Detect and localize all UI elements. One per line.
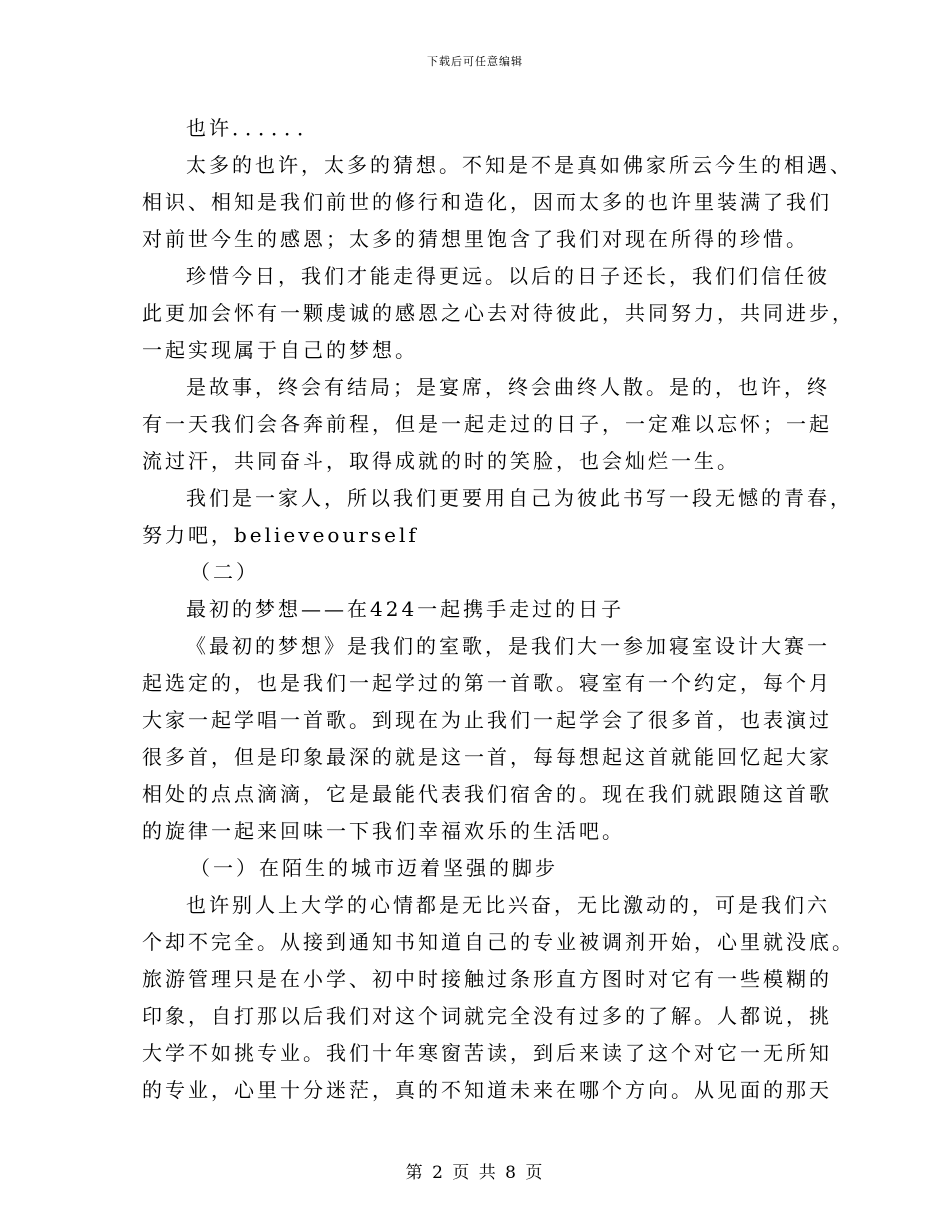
text-line: 我们是一家人，所以我们更要用自己为彼此书写一段无憾的青春， bbox=[186, 486, 853, 510]
text-line: 此更加会怀有一颗虔诚的感恩之心去对待彼此，共同努力，共同进步， bbox=[142, 301, 855, 325]
text-line: 《最初的梦想》是我们的室歌，是我们大一参加寝室设计大赛一 bbox=[186, 634, 830, 658]
text-line: 一起实现属于自己的梦想。 bbox=[142, 338, 418, 362]
text-line: 大家一起学唱一首歌。到现在为止我们一起学会了很多首，也表演过 bbox=[142, 708, 832, 732]
text-line: 是故事，终会有结局；是宴席，终会曲终人散。是的，也许，终 bbox=[186, 375, 830, 399]
text-line: 有一天我们会各奔前程，但是一起走过的日子，一定难以忘怀；一起 bbox=[142, 412, 832, 436]
text-line: 流过汗，共同奋斗，取得成就的时的笑脸，也会灿烂一生。 bbox=[142, 449, 740, 473]
text-line: 珍惜今日，我们才能走得更远。以后的日子还长，我们们信任彼 bbox=[186, 264, 830, 288]
text-line: 努力吧，believeourself bbox=[142, 523, 419, 547]
text-line: 相识、相知是我们前世的修行和造化，因而太多的也许里装满了我们 bbox=[142, 190, 832, 214]
text-line: 的专业，心里十分迷茫，真的不知道未来在哪个方向。从见面的那天 bbox=[142, 1078, 832, 1102]
text-line: 起选定的，也是我们一起学过的第一首歌。寝室有一个约定，每个月 bbox=[142, 671, 832, 695]
document-body bbox=[142, 110, 855, 1109]
text-line: 太多的也许，太多的猜想。不知是不是真如佛家所云今生的相遇、 bbox=[186, 153, 853, 177]
text-line: 最初的梦想——在424一起携手走过的日子 bbox=[186, 597, 625, 621]
page-footer: 第 2 页 共 8 页 bbox=[405, 1163, 545, 1183]
text-line: 也许别人上大学的心情都是无比兴奋，无比激动的，可是我们六 bbox=[186, 893, 830, 917]
text-line: 印象，自打那以后我们对这个词就完全没有过多的了解。人都说，挑 bbox=[142, 1004, 832, 1028]
page-header: 下载后可任意编辑 bbox=[427, 55, 523, 68]
text-line: （二） bbox=[190, 560, 259, 584]
text-line: 个却不完全。从接到通知书知道自己的专业被调剂开始，心里就没底。 bbox=[142, 930, 855, 954]
text-line: 很多首，但是印象最深的就是这一首，每每想起这首就能回忆起大家 bbox=[142, 745, 832, 769]
text-line: 对前世今生的感恩；太多的猜想里饱含了我们对现在所得的珍惜。 bbox=[142, 227, 809, 251]
text-line: （一）在陌生的城市迈着坚强的脚步 bbox=[190, 856, 558, 880]
text-line: 相处的点点滴滴，它是最能代表我们宿舍的。现在我们就跟随这首歌 bbox=[142, 782, 832, 806]
text-line: 的旋律一起来回味一下我们幸福欢乐的生活吧。 bbox=[142, 819, 625, 843]
text-line: 大学不如挑专业。我们十年寒窗苦读，到后来读了这个对它一无所知 bbox=[142, 1041, 832, 1065]
text-line: 旅游管理只是在小学、初中时接触过条形直方图时对它有一些模糊的 bbox=[142, 967, 832, 991]
text-line: 也许．．．．．． bbox=[186, 116, 320, 140]
